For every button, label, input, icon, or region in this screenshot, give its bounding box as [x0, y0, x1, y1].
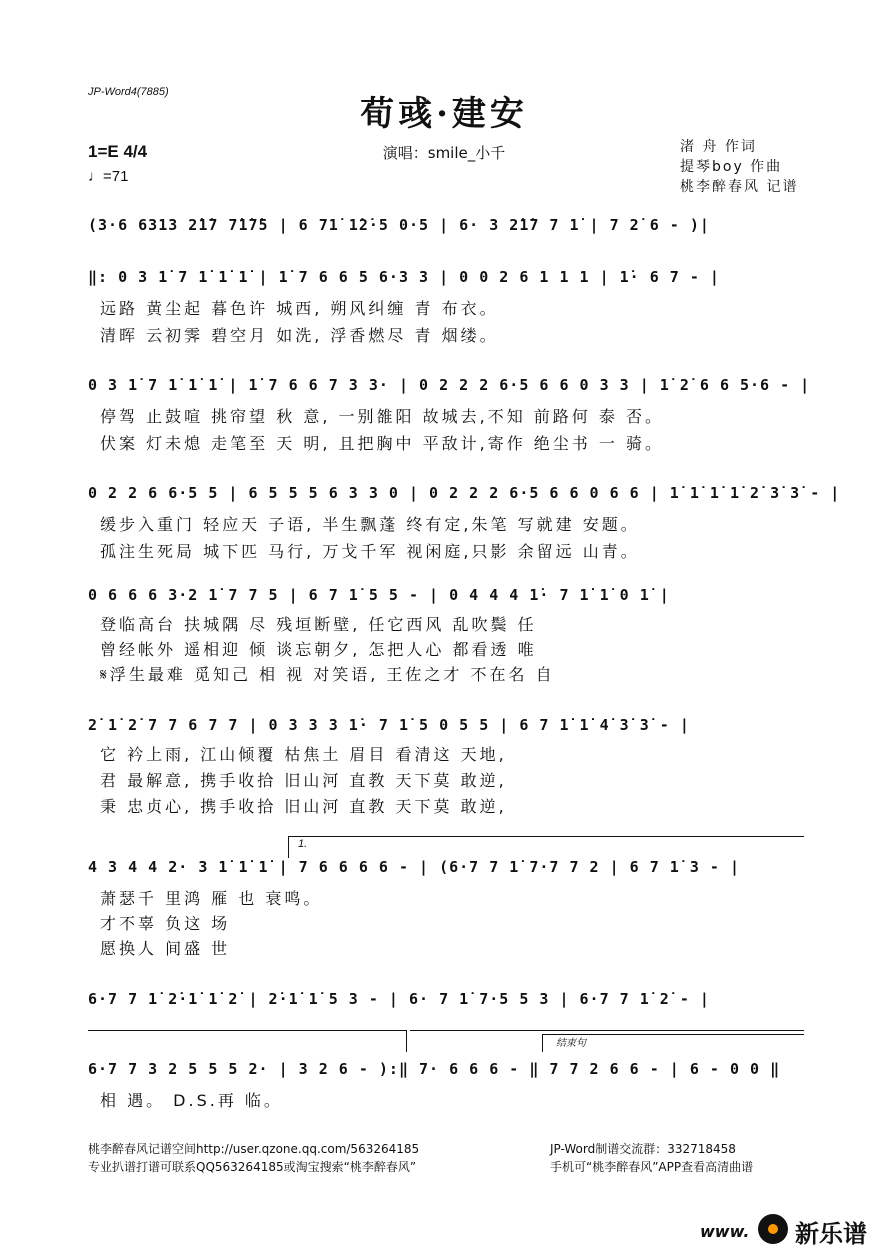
ending-label: 结束句 — [556, 1038, 586, 1049]
lyric-line: 登临高台 扶城隅 尽 残垣断壁, 任它西风 乱吹鬓 任 — [100, 615, 537, 634]
tempo-mark: ♩=71 — [88, 168, 129, 185]
score-line-5: 0 6 6 6 3·2 1̇ 7 7 5 | 6 7 1̇ 5 5 - | 0 4 4 4 1̇· 7 1̇ 1̇ 0 1̇ | — [88, 586, 670, 604]
lyric-line: 缓步入重门 轻应天 子语, 半生飘蓬 终有定,朱笔 写就建 安题。 — [100, 515, 640, 534]
key-signature: 1=E 4/4 — [88, 142, 148, 161]
lyric-line: 伏案 灯未熄 走笔至 天 明, 且把胸中 平敌计,寄作 绝尘书 一 骑。 — [100, 434, 664, 453]
score-line-9: 6·7 7 3 2 5 5 5 2· | 3 2 6 - ):‖ 7· 6 6 6 - ‖ 7 7 2 6 6 - | 6 - 0 0 ‖ — [88, 1060, 781, 1078]
lyric-line: 秉 忠贞心, 携手收拾 旧山河 直教 天下莫 敢逆, — [100, 797, 507, 816]
composer-credit: 提琴boy 作曲 — [680, 159, 783, 175]
software-label: JP-Word4(7885) — [88, 86, 169, 98]
score-line-2: ‖: 0 3 1̇ 7 1̇ 1̇ 1̇ | 1̇ 7 6 6 5 6·3 3 | 0 0 2 6 1 1 1 | 1̇· 6 7 - | — [88, 268, 720, 286]
lyric-line: 它 衿上雨, 江山倾覆 枯焦土 眉目 看清这 天地, — [100, 745, 507, 764]
volta-label: 1. — [298, 838, 308, 850]
footer-left-1: 桃李醉春风记谱空间http://user.qzone.qq.com/563264185 — [88, 1142, 420, 1156]
page-title: 荀彧·建安 — [360, 94, 528, 134]
footer-right-1: JP-Word制谱交流群：332718458 — [550, 1142, 736, 1156]
lyric-line: 远路 黄尘起 暮色许 城西, 朔风纠缠 青 布衣。 — [100, 299, 499, 318]
logo-url: www. — [700, 1222, 750, 1241]
score-line-3: 0 3 1̇ 7 1̇ 1̇ 1̇ | 1̇ 7 6 6 7 3 3· | 0 2 2 2 6·5 6 6 0 3 3 | 1̇ 2̇ 6 6 5·6 - | — [88, 376, 811, 394]
ending-bracket — [542, 1034, 543, 1052]
lyric-line: 清晖 云初霁 碧空月 如洗, 浮香燃尽 青 烟缕。 — [100, 326, 499, 345]
volta-bracket — [288, 836, 289, 858]
lyric-line: 愿换人 间盛 世 — [100, 939, 231, 958]
bracket-line — [410, 1030, 804, 1031]
footer-left-2: 专业扒谱打谱可联系QQ563264185或淘宝搜索“桃李醉春风” — [88, 1160, 417, 1174]
singer-credit: 演唱：smile_小千 — [382, 144, 506, 162]
score-line-6: 2̇ 1̇ 2̇ 7 7 6 7 7 | 0 3 3 3 1̇· 7 1̇ 5 0 5 5 | 6 7 1̇ 1̇ 4̇ 3̇ 3̇ - | — [88, 716, 690, 734]
lyricist-credit: 渚 舟 作词 — [680, 139, 757, 155]
footer-right-2: 手机可“桃李醉春风”APP查看高清曲谱 — [550, 1160, 754, 1174]
score-line-1: (3·6 6313 2̇1̇7 7̇1̇7̇5 | 6 71̇ 1̇2̇·5 0·5 | 6· 3 2̇1̇7 7 1̇ | 7 2̇ 6 - )| — [88, 216, 710, 234]
lyric-line: 孤注生死局 城下匹 马行, 万戈千军 视闲庭,只影 余留远 山青。 — [100, 542, 640, 561]
volta-bracket-line — [288, 836, 804, 837]
lyric-line: 停驾 止鼓喧 挑帘望 秋 意, 一别雒阳 故城去,不知 前路何 泰 否。 — [100, 407, 664, 426]
lyric-line: 君 最解意, 携手收拾 旧山河 直教 天下莫 敢逆, — [100, 771, 507, 790]
lyric-line: 曾经帐外 遥相迎 倾 谈忘朝夕, 怎把人心 都看透 唯 — [100, 640, 537, 659]
score-line-7: 4 3 4 4 2· 3 1̇ 1̇ 1̇ | 7 6 6 6 6 - | (6·7 7 1̇ 7·7 7 2 | 6 7 1̇ 3 - | — [88, 858, 740, 876]
record-logo-center-icon — [768, 1224, 778, 1234]
transcriber-credit: 桃李醉春风 记谱 — [680, 179, 799, 195]
lyric-line: 才不辜 负这 场 — [100, 914, 231, 933]
lyric-line: 萧瑟千 里鸿 雁 也 衰鸣。 — [100, 889, 323, 908]
lyric-line: 𝄋浮生最难 觅知己 相 视 对笑语, 王佐之才 不在名 自 — [100, 665, 555, 684]
bracket-line — [88, 1030, 406, 1031]
bracket-vertical — [406, 1030, 407, 1052]
score-line-8: 6·7 7 1̇ 2̇·1̇ 1̇ 2̇ | 2̇·1̇ 1̇ 5 3 - | 6· 7 1̇ 7·5 5 3 | 6·7 7 1̇ 2̇ - | — [88, 990, 710, 1008]
lyric-line: 相 遇。 D.S.再 临。 — [100, 1091, 283, 1110]
logo-text: 新乐谱 — [795, 1220, 867, 1248]
score-line-4: 0 2 2 6 6·5 5 | 6 5 5 5 6 3 3 0 | 0 2 2 2 6·5 6 6 0 6 6 | 1̇ 1̇ 1̇ 1̇ 2̇ 3̇ 3̇ - | — [88, 484, 841, 502]
